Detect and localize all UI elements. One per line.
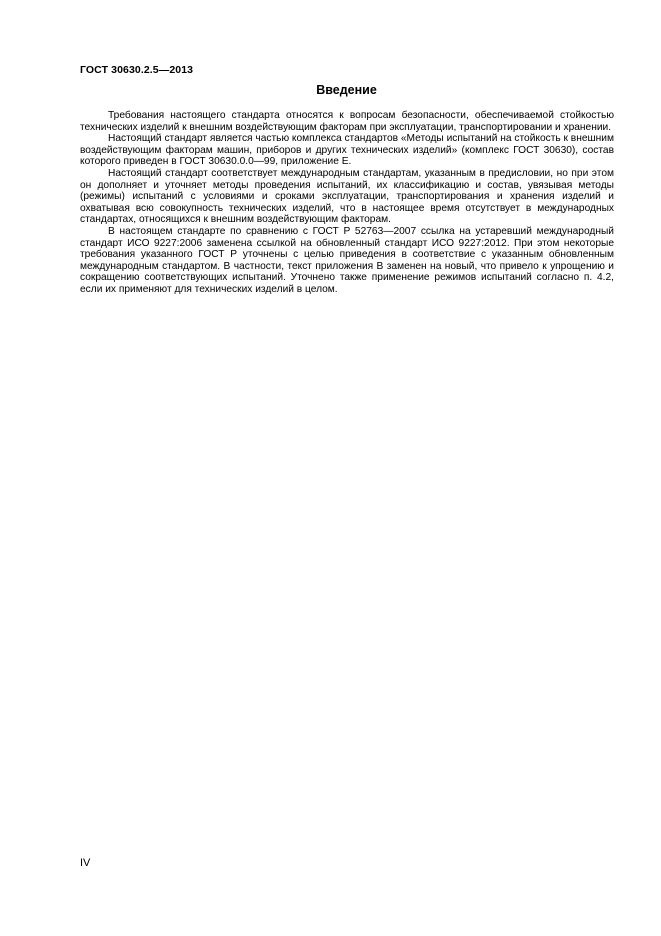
document-code: ГОСТ 30630.2.5—2013 [80, 64, 194, 76]
section-body [80, 110, 614, 296]
paragraph-4: В настоящем стандарте по сравнению с ГОСТ Р 52763—2007 ссылка на устаревший международный стандарт ИСО 9227:2006 заменена ссылкой на обновленный стандарт ИСО 9227:2012. При этом некоторые требования указанного ГОСТ Р уточнены с целью приведения в соответствие с указанным обновленным международным стандартом. В частности, текст приложения В заменен на новый, что привело к упрощению и сокращению соответствующих испытаний. Уточнено также применение режимов испытаний согласно п. 4.2, если их применяют для технических изделий в целом. [80, 225, 614, 295]
paragraph-2: Настоящий стандарт является частью комплекса стандартов «Методы испытаний на стойкость к внешним воздействующим факторам машин, приборов и других технических изделий» (комплекс ГОСТ 30630), состав которого приведен в ГОСТ 30630.0.0—99, приложение Е. [80, 133, 614, 168]
paragraph-3: Настоящий стандарт соответствует международным стандартам, указанным в предисловии, но при этом он дополняет и уточняет методы проведения испытаний, их классификацию и состав, увязывая методы (режимы) испытаний с условиями и сроками эксплуатации, транспортирования и хранения изделий и охватывая всю совокупность технических изделий, что в настоящее время отсутствует в международных стандартах, относящихся к внешним воздействующим факторам. [80, 167, 614, 226]
paragraph-1: Требования настоящего стандарта относятся к вопросам безопасности, обеспечиваемой стойкостью технических изделий к внешним воздействующим факторам при эксплуатации, транспортировании и хранении. [80, 110, 614, 133]
page-number: IV [80, 857, 91, 869]
section-title: Введение [316, 83, 377, 97]
